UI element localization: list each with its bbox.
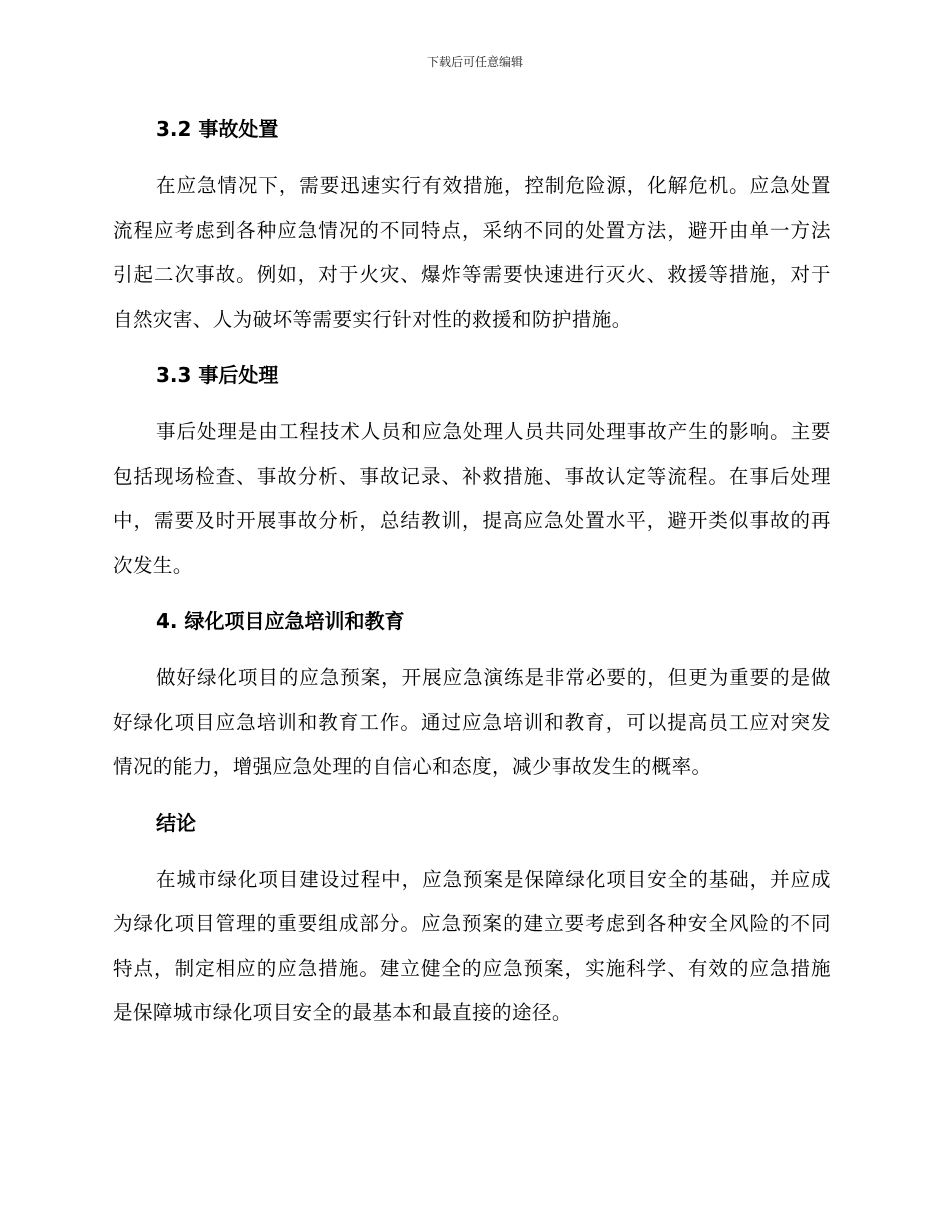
- section-conclusion: [113, 800, 831, 1036]
- section-heading: 4. 绿化项目应急培训和教育: [156, 609, 405, 633]
- document-body: [113, 106, 831, 1036]
- section-heading: 3.2 事故处置: [156, 117, 279, 141]
- section-paragraph: 在城市绿化项目建设过程中，应急预案是保障绿化项目安全的基础，并应成为绿化项目管理的重要组成部分。应急预案的建立要考虑到各种安全风险的不同特点，制定相应的应急措施。建立健全的应急预案，实施科学、有效的应急措施是保障城市绿化项目安全的最基本和最直接的途径。: [113, 867, 831, 1024]
- section-paragraph: 事后处理是由工程技术人员和应急处理人员共同处理事故产生的影响。主要包括现场检查、事故分析、事故记录、补救措施、事故认定等流程。在事后处理中，需要及时开展事故分析，总结教训，提高应急处置水平，避开类似事故的再次发生。: [113, 420, 831, 577]
- section-heading: 3.3 事后处理: [156, 363, 279, 387]
- section-training-education: [113, 598, 831, 790]
- section-paragraph: 在应急情况下，需要迅速实行有效措施，控制危险源，化解危机。应急处置流程应考虑到各种应急情况的不同特点，采纳不同的处置方法，避开由单一方法引起二次事故。例如，对于火灾、爆炸等需要快速进行灭火、救援等措施，对于自然灾害、人为破坏等需要实行针对性的救援和防护措施。: [113, 174, 831, 331]
- section-heading: 结论: [156, 810, 196, 835]
- section-incident-handling: [113, 106, 831, 342]
- section-post-incident: [113, 352, 831, 588]
- section-paragraph: 做好绿化项目的应急预案，开展应急演练是非常必要的，但更为重要的是做好绿化项目应急培训和教育工作。通过应急培训和教育，可以提高员工应对突发情况的能力，增强应急处理的自信心和态度，减少事故发生的概率。: [113, 666, 831, 778]
- page-header: 下载后可任意编辑: [426, 55, 523, 69]
